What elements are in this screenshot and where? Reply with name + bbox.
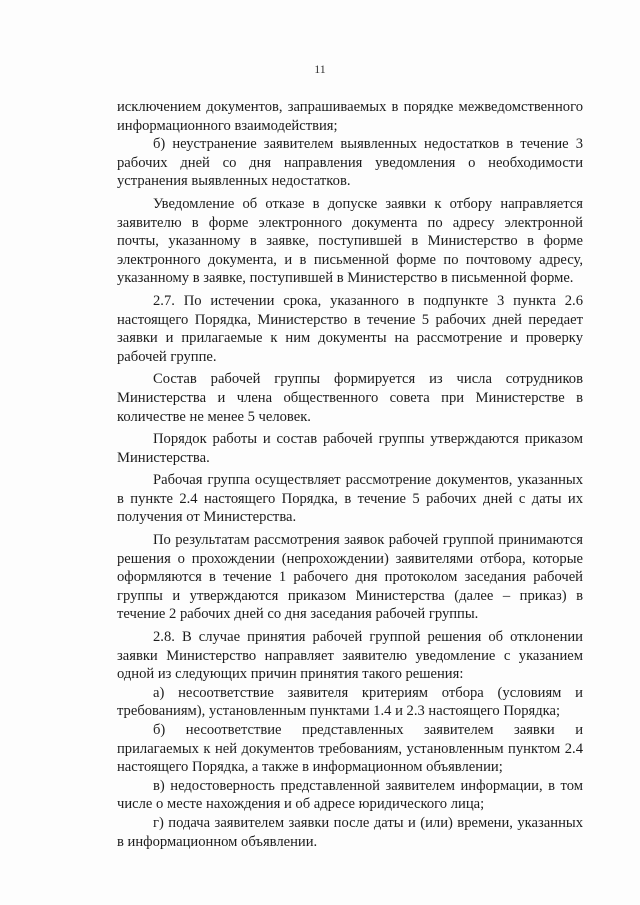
paragraph-review-results: По результатам рассмотрения заявок рабочей группой принимаются решения о прохождении (непрохождении) заявителями отбора, которые оформляются в течение 1 рабочего дня протоколом заседания рабочей группы и утверждаются приказом Министерства (далее – приказ) в течение 2 рабочих дней со дня заседания рабочей группы. [117, 532, 583, 623]
paragraph-section-2-7: 2.7. По истечении срока, указанного в подпункте 3 пункта 2.6 настоящего Порядка, Министерство в течение 5 рабочих дней передает заявки и прилагаемые к ним документы на рассмотрение и проверку рабочей группе. [117, 292, 583, 365]
paragraph-refusal-notice: Уведомление об отказе в допуске заявки к отбору направляется заявителю в форме электронного документа по адресу электронной почты, указанному в заявке, поступившей в Министерство в форме электронного документа, и в письменной форме по почтовому адресу, указанному в заявке, поступившей в Министерство в письменной форме. [117, 195, 583, 287]
paragraph-item-b-uncorrected: б) неустранение заявителем выявленных недостатков в течение 3 рабочих дней со дня направления уведомления о необходимости устранения выявленных недостатков. [117, 136, 583, 190]
paragraph-working-group-order: Порядок работы и состав рабочей группы утверждаются приказом Министерства. [117, 431, 583, 466]
paragraph-exclusion-documents: исключением документов, запрашиваемых в порядке межведомственного информационного взаимодействия; [117, 99, 583, 134]
paragraph-item-g-late-submission: г) подача заявителем заявки после даты и (или) времени, указанных в информационном объявлении. [117, 814, 583, 850]
paragraph-working-group-composition: Состав рабочей группы формируется из числа сотрудников Министерства и члена общественного совета при Министерстве в количестве не менее 5 человек. [117, 371, 583, 425]
document-body [117, 98, 583, 851]
paragraph-item-v-unreliable-info: в) недостоверность представленной заявителем информации, в том числе о месте нахождения и об адресе юридического лица; [117, 777, 583, 813]
paragraph-item-a-criteria: а) несоответствие заявителя критериям отбора (условиям и требованиям), установленным пунктами 1.4 и 2.3 настоящего Порядка; [117, 684, 583, 720]
page-number: 11 [314, 62, 326, 76]
paragraph-item-b-requirements: б) несоответствие представленных заявителем заявки и прилагаемых к ней документов требованиям, установленным пунктом 2.4 настоящего Порядка, а также в информационном объявлении; [117, 722, 583, 776]
paragraph-section-2-8: 2.8. В случае принятия рабочей группой решения об отклонении заявки Министерство направляет заявителю уведомление с указанием одной из следующих причин принятия такого решения: [117, 629, 583, 683]
paragraph-working-group-review: Рабочая группа осуществляет рассмотрение документов, указанных в пункте 2.4 настоящего Порядка, в течение 5 рабочих дней с даты их получения от Министерства. [117, 472, 583, 526]
